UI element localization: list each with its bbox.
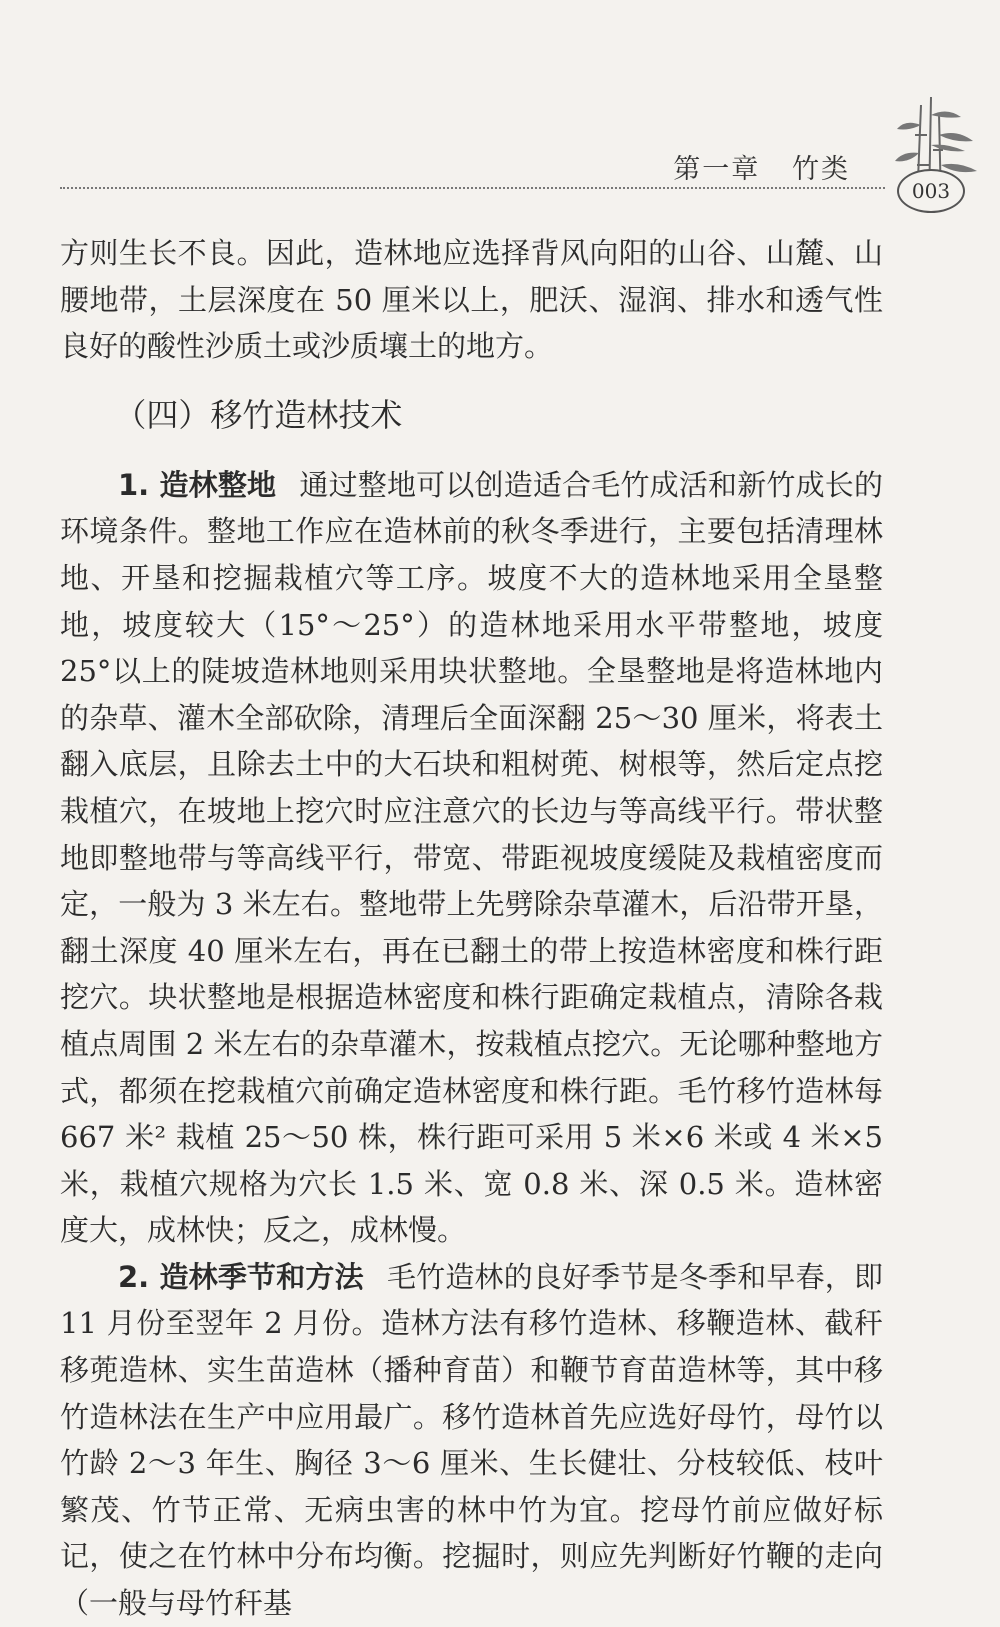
- subsection-heading-site-preparation: 1. 造林整地: [118, 467, 277, 502]
- paragraph-text: 毛竹造林的良好季节是冬季和早春，即 11 月份至翌年 2 月份。造林方法有移竹造林、移鞭造林、截秆移蔸造林、实生苗造林（播种育苗）和鞭节育苗造林等，其中移竹造林法在生产中应用最广。移竹造林首先应选好母竹，母竹以竹龄 2～3 年生、胸径 3～6 厘米、生长健壮、分枝较低、枝叶繁茂、竹节正常、无病虫害的林中竹为宜。挖母竹前应做好标记，使之在竹林中分布均衡。挖掘时，则应先判断好竹鞭的走向（一般与母竹秆基: [60, 1259, 883, 1621]
- paragraph-season-method: [60, 1254, 883, 1627]
- page-number: 003: [911, 179, 951, 203]
- paragraph-site-preparation: [60, 462, 883, 1254]
- subsection-heading-season-method: 2. 造林季节和方法: [118, 1259, 364, 1294]
- section-heading: （四）移竹造林技术: [114, 395, 403, 434]
- paragraph-continued: 方则生长不良。因此，造林地应选择背风向阳的山谷、山麓、山腰地带，土层深度在 50 厘米以上，肥沃、湿润、排水和透气性良好的酸性沙质土或沙质壤土的地方。: [60, 236, 883, 364]
- paragraph-text: 通过整地可以创造适合毛竹成活和新竹成长的环境条件。整地工作应在造林前的秋冬季进行，主要包括清理林地、开垦和挖掘栽植穴等工序。坡度不大的造林地采用全垦整地，坡度较大（15°～25°）的造林地采用水平带整地，坡度 25°以上的陡坡造林地则采用块状整地。全垦整地是将造林地内的杂草、灌木全部砍除，清理后全面深翻 25～30 厘米，将表土翻入底层，且除去土中的大石块和粗树蔸、树根等，然后定点挖栽植穴，在坡地上挖穴时应注意穴的长边与等高线平行。带状整地即整地带与等高线平行，带宽、带距视坡度缓陡及栽植密度而定，一般为 3 米左右。整地带上先劈除杂草灌木，后沿带开垦，翻土深度 40 厘米左右，再在已翻土的带上按造林密度和株行距挖穴。块状整地是根据造林密度和株行距确定栽植点，清除各栽植点周围 2 米左右的杂草灌木，按栽植点挖穴。无论哪种整地方式，都须在挖栽植穴前确定造林密度和株行距。毛竹移竹造林每 667 米² 栽植 25～50 株，株行距可采用 5 米×6 米或 4 米×5 米，栽植穴规格为穴长 1.5 米、宽 0.8 米、深 0.5 米。造林密度大，成林快；反之，成林慢。: [60, 467, 883, 1248]
- page-number-badge: [897, 169, 965, 213]
- header-divider: [60, 187, 885, 189]
- page-header: [60, 95, 980, 215]
- chapter-title: 第一章 竹类: [673, 154, 850, 185]
- page-body: [60, 230, 883, 1627]
